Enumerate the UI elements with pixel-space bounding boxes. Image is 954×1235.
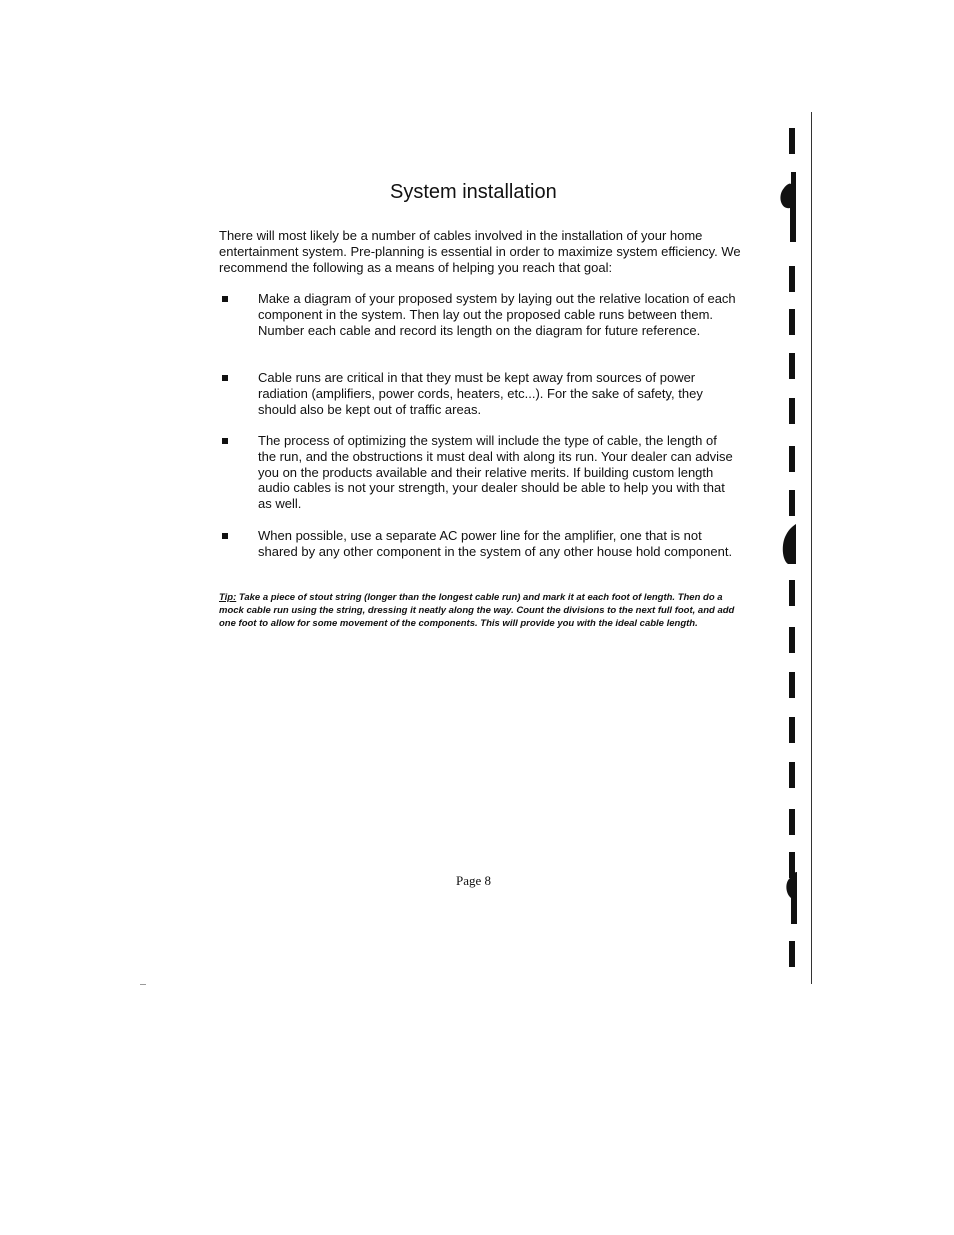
binding-mark	[789, 128, 795, 154]
square-bullet-icon	[222, 375, 228, 381]
scan-speck	[140, 984, 146, 985]
binding-mark	[789, 941, 795, 967]
list-item-text: When possible, use a separate AC power line for the amplifier, one that is not shared by any other component in the system of any other house hold component.	[258, 528, 733, 559]
tip-paragraph	[219, 591, 744, 630]
binding-mark	[789, 762, 795, 788]
list-item-text: Cable runs are critical in that they must be kept away from sources of power radiation (amplifiers, power cords, heaters, etc...). For the sake of safety, they should also be kept out of traffic areas.	[258, 370, 703, 417]
page-number: Page 8	[456, 873, 492, 888]
binding-mark	[789, 809, 795, 835]
binding-mark	[789, 266, 795, 292]
list-item-text: Make a diagram of your proposed system by laying out the relative location of each component in the system. Then lay out the proposed cable runs between them. Number each cable and record its length on the diagram for future reference.	[258, 291, 736, 338]
tip-label: Tip:	[219, 592, 237, 603]
binding-hook-mark	[780, 172, 796, 242]
square-bullet-icon	[222, 438, 228, 444]
binding-hook-mark	[786, 872, 797, 924]
binding-mark	[789, 627, 795, 653]
binding-mark	[789, 490, 795, 516]
intro-paragraph: There will most likely be a number of cables involved in the installation of your home entertainment system. Pre-planning is essential in order to maximize system efficiency. We recommend the following as a means of helping you reach that goal:	[219, 228, 741, 275]
binding-mark	[789, 309, 795, 335]
square-bullet-icon	[222, 533, 228, 539]
binding-mark	[789, 717, 795, 743]
binding-blob-mark	[783, 524, 796, 564]
binding-mark	[789, 580, 795, 606]
list-item-text: The process of optimizing the system will include the type of cable, the length of the run, and the obstructions it must deal with along its run. Your dealer can advise you on the products available and their relative merits. If building custom length audio cables is not your strength, your dealer should be able to help you with that as well.	[258, 433, 733, 512]
binding-marks	[770, 120, 810, 980]
binding-mark	[789, 398, 795, 424]
square-bullet-icon	[222, 296, 228, 302]
binding-mark	[789, 672, 795, 698]
scan-edge-line	[811, 112, 812, 984]
binding-mark	[789, 353, 795, 379]
tip-text: Take a piece of stout string (longer than the longest cable run) and mark it at each foot of length. Then do a mock cable run using the string, dressing it neatly along the way. Count the divisions to the next full foot, and add one foot to allow for some movement of the components. This will provide you with the ideal cable length.	[219, 592, 735, 629]
page-title: System installation	[390, 181, 557, 203]
binding-mark	[789, 446, 795, 472]
